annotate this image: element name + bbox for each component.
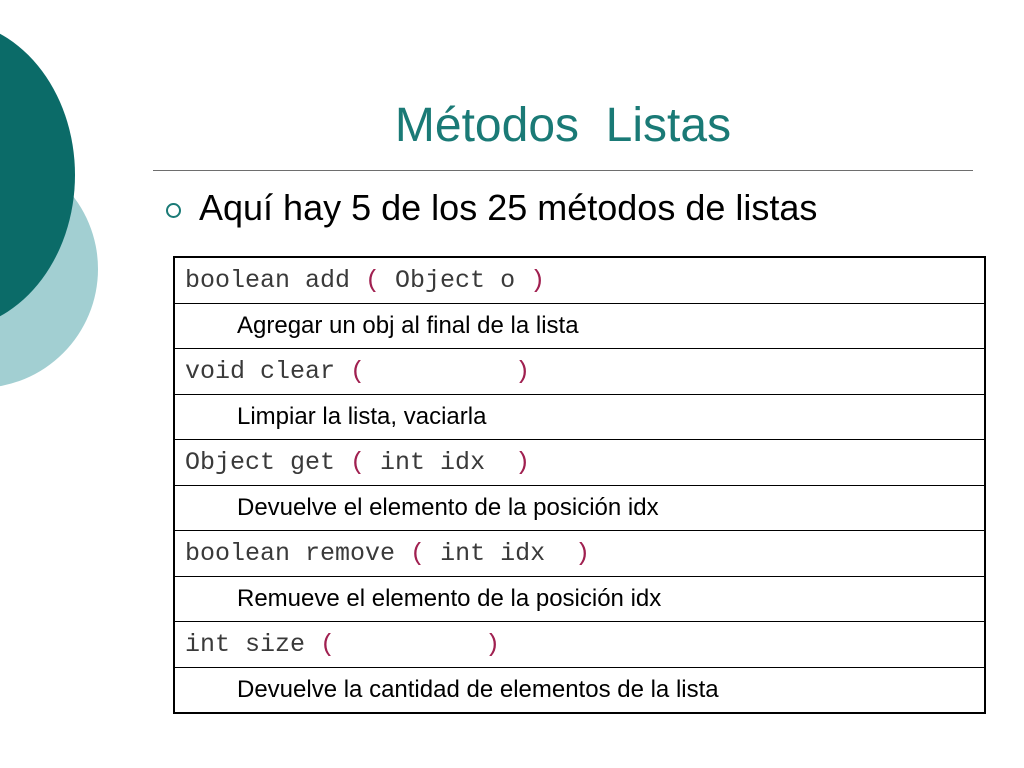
method-description: Devuelve la cantidad de elementos de la lista xyxy=(174,668,985,714)
close-paren: ) xyxy=(515,357,531,386)
bullet-text: Aquí hay 5 de los 25 métodos de listas xyxy=(199,187,818,228)
title-divider xyxy=(153,170,973,171)
method-signature xyxy=(174,257,985,304)
close-paren: ) xyxy=(485,630,501,659)
method-description-row xyxy=(174,304,985,349)
method-description: Agregar un obj al final de la lista xyxy=(174,304,985,349)
close-paren: ) xyxy=(530,266,546,295)
method-signature-row xyxy=(174,349,985,395)
method-args: Object o xyxy=(380,266,531,295)
method-description: Limpiar la lista, vaciarla xyxy=(174,395,985,440)
open-paren: ( xyxy=(410,539,426,568)
method-signature xyxy=(174,531,985,577)
method-signature-text: Object get xyxy=(185,448,351,477)
method-description: Remueve el elemento de la posición idx xyxy=(174,577,985,622)
method-signature-row xyxy=(174,257,985,304)
open-paren: ( xyxy=(365,266,381,295)
method-signature-text: int size xyxy=(185,630,321,659)
method-args xyxy=(335,630,485,659)
open-paren: ( xyxy=(350,448,366,477)
bullet-item xyxy=(166,186,817,230)
method-description: Devuelve el elemento de la posición idx xyxy=(174,486,985,531)
method-signature xyxy=(174,440,985,486)
method-args: int idx xyxy=(365,448,516,477)
method-signature-row xyxy=(174,440,985,486)
method-args xyxy=(365,357,515,386)
method-signature-row xyxy=(174,622,985,668)
method-description-row xyxy=(174,577,985,622)
method-signature xyxy=(174,349,985,395)
method-signature-text: boolean add xyxy=(185,266,366,295)
method-description-row xyxy=(174,668,985,714)
method-args: int idx xyxy=(425,539,576,568)
open-paren: ( xyxy=(350,357,366,386)
method-signature xyxy=(174,622,985,668)
method-signature-text: void clear xyxy=(185,357,351,386)
methods-table xyxy=(173,256,986,714)
close-paren: ) xyxy=(575,539,591,568)
hollow-circle-bullet-icon xyxy=(166,203,181,218)
close-paren: ) xyxy=(515,448,531,477)
method-description-row xyxy=(174,395,985,440)
method-description-row xyxy=(174,486,985,531)
method-signature-row xyxy=(174,531,985,577)
open-paren: ( xyxy=(320,630,336,659)
slide-title: Métodos Listas xyxy=(394,99,732,152)
method-signature-text: boolean remove xyxy=(185,539,411,568)
